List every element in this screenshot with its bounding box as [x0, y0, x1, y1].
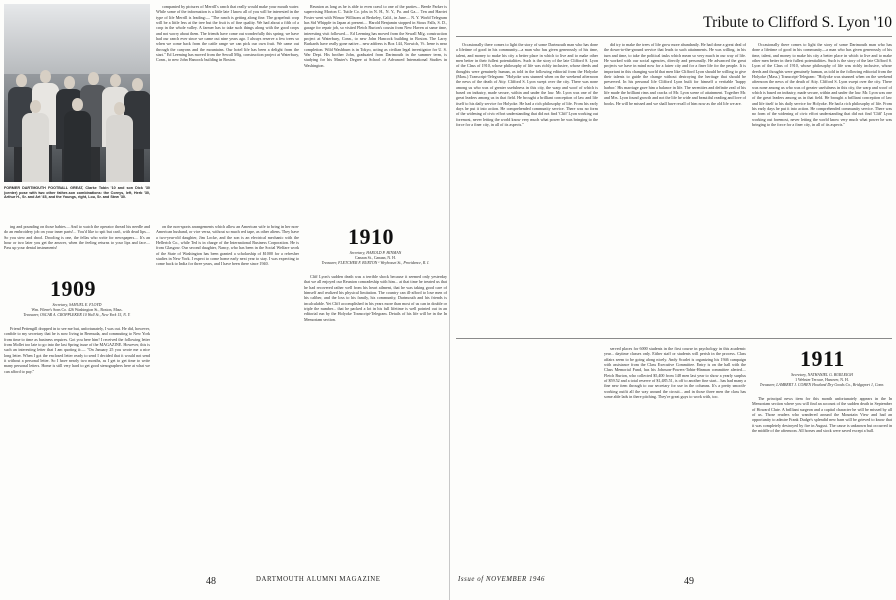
class-heading-1910: 1910 — [348, 224, 394, 249]
person-figure — [20, 4, 50, 182]
football-father-son-photo — [4, 4, 150, 182]
page-number-left: 48 — [206, 576, 216, 587]
person-figure — [62, 4, 92, 182]
photo-caption: FORMER DARTMOUTH FOOTBALL GREAT, Clarke Tobin '10 and son Dick '30 (center) pose with two other father-son combinations: the Coreys, left, Herb '30, Arthur H., Sr. and Art '45, and the Youngs, right, Lou, Sr. and Stew '30. — [4, 186, 150, 200]
class-officers-1910: Secretary, HAROLD P. HINMAN Canaan St., Canaan, N. H. Treasurer, FLETCHER F. BURTON ¹ Weybosset St., Providence, R. I. — [321, 251, 430, 265]
class-officers-1911: Secretary, NATHANIEL G. BURLEIGH 1 Webster Terrace, Hanover, N. H. Treasurer, LAMBERT J. COHEN Howland Dry Goods Co., Bridgeport 1, Conn. — [759, 373, 885, 387]
page-number-right: 49 — [684, 576, 694, 587]
column-text: ing and pounding on those babies.... And to watch the operator thread his needle and do an embroidery job on your inner parts!... You'd like to spit but can't, with dead lips.... So you stew and drool. Drooling is one, the fellas who write for newspapers.... It's an hour or two later you get the answer, when the feeling returns to your lips and face.... Pass up your dental instruments! — [4, 224, 150, 251]
column-text: The principal news item for this month unfortunately appears in the In Memoriam section where you will find an account of the sudden death in September of Howard Clute. A brilliant surgeon and a capital character he will be missed by all of us. Those readers who wandered around the Mountain View and had an opportunity to admire Frank Dudge's splendid new barn will be grieved to know that it was completely destroyed by fire in August. The cause is unknown but occurred in the middle of the afternoon. All horses and stock were saved except a bull. — [752, 396, 892, 434]
magazine-footer: DARTMOUTH ALUMNI MAGAZINE — [256, 576, 381, 583]
class-heading-1909: 1909 — [50, 276, 96, 301]
column-text: Occasionally there comes to light the story of some Dartmouth man who has done a lifetime of good in his community—a man who has given generously of his time, talent, and money to make his city a better place in which to live and to make other men better in their fullest potentialities. Such is the story of the late Clifford S. Lyon of the Class of 1910, whose philosophy of life was richly inclusive, whose deeds and thoughts were genuinely human, as told in the following editorial from the Holyoke (Mass.) Transcript-Telegram: "Holyoke was stunned when on the weekend afternoon the news of the death of Atty. Clifford S. Lyon swept over the city. There was none among us who was of greater usefulness in this city, the warp and woof of which is based on industry, made secure, within and under the law. Mr. Lyon was one of the great leaders among us in that field. He brought a brilliant conception of law and life itself to his daily service for Holyoke. He had a rich philosophy of life. From his early days he put it into action. He comprehended community service. There was no form of the widening of civic effort understanding that did not find 'Cliff' Lyon working out foremost, never letting the world know very much what power he was bringing to the force for a finer city, in all of its aspects." — [456, 42, 598, 128]
right-page — [452, 0, 896, 600]
title-rule — [456, 36, 892, 37]
class-heading-1911: 1911 — [800, 346, 845, 371]
column-text: Friend Pettengill dropped in to see me but, unfortunately, I was out. He did, however, confide to my secretary that he is now living in Bermuda, and commuting to New York from time to time as business requires. Got you here him! I received the following letter from Mollet too late to go into the last Spring issue of the MAGAZINE. However, this is such an interesting letter that I am quoting it:— "On January 25 you wrote me a nice long letter. When I got the enclosed letter ready to send I decided that it would not send it without a personal letter. So I have nearly two months, as I get to get time to write many personal letters. Home is still very hard to get good stenographers here at what we can afford to pay." — [4, 326, 150, 374]
column-text: did try to make the trees of life grow more abundantly. He had done a great deal of the down-to-the-ground service that leads to such attainments. He was willing, in his turn and time, to take the political tasks which mean so very much in our way of life. He worked with our social agencies, directly and personally. He advanced the great projects we have in mind now for a fairer city and for a finer life for the people. It is important in this changing world that men like Clifford Lyon should be willing to give their talents to guide the change without destroying the heritage that should be preserved. In his personal life Clifford Lyon built for himself a veritable 'happy harbor.' His marriage gave him a balance in life. The serenities and definite zeal of his life made the brilliant rims and cracks of Mr. Lyon scene of attainment. Together Mr. and Mrs. Lyon found growth and not the life he wide and beautiful reading and love of books. He will be missed and we shall have recall of him now as the old life we are. — [604, 42, 746, 106]
column-text: served places for 6000 students in the first course in psychology in this academic year... daytime classes only. Either staff or students will perish in the process. Class affairs seem to be going along nicely. Andy Scarlet is organizing his 1946 campaign with assistance from the Class Executive Committee. Entry is on the hall with the Class Memorial Fund, has his Johnson-Powers-Tobin-Hinman committee alerted.... Fletch Burton, who collected $5,400 from 148 men last year to show a yearly surplus of $59.52 and a total reserve of $1,485.51, is off to another fine start... has had many a fine new item through to our secretary for use in the columns. It's a pretty smooth-working outfit all the way around the circuit... and in those three men the class has some able lads in there pitching. They're great guys to work with, too. — [604, 346, 746, 400]
column-text: Occasionally there comes to light the story of some Dartmouth man who has done a lifetime of good in his community—a man who has given generously of his time, talent, and money to make his city a better place in which to live and to make other men better in their fullest potentialities. Such is the story of the late Clifford S. Lyon of the Class of 1910, whose philosophy of life was richly inclusive, whose deeds and thoughts were genuinely human, as told in the following editorial from the Holyoke (Mass.) Transcript-Telegram: "Holyoke was stunned when on the weekend afternoon the news of the death of Atty. Clifford S. Lyon swept over the city. There was none among us who was of greater usefulness in this city, the warp and woof of which is based on industry, made secure, within and under the law. Mr. Lyon was one of the great leaders among us in that field. He brought a brilliant conception of law and life itself to his daily service for Holyoke. He had a rich philosophy of life. From his early days he put it into action. He comprehended community service. There was no form of the widening of civic effort understanding that did not find 'Cliff' Lyon working out foremost, never letting the world know very much what power he was bringing to the force for a finer city, in all of its aspects." — [752, 42, 892, 128]
column-text: Cliff Lyon's sudden death was a terrible shock because it seemed only yesterday that we all enjoyed our Reunion comradeship with him... at that time he treated us that he had recovered rather well from his heart ailment, that he was taking good care of himself and realized his physical limitation. The country can ill-afford to lose men of his caliber, and the loss to his family, his community, Dartmouth and his friends is incalculable. Yet Cliff accomplished in his years more than most of us can in double or triple the number... that he packed a lot in his full lifetime is well pointed out in an editorial run by the Holyoke Transcript-Telegram. Details of his life will be in the In Memoriam section. — [304, 274, 447, 322]
issue-footer: Issue of NOVEMBER 1946 — [458, 576, 546, 583]
column-text: Reunion as long as he is able to even crawl to one of the parties... Beede Parker is supervising Morton C. Tuttle Co. jobs in N. H., N. Y., Pa. and Ga.... Ten and Harriet Foster went with Winsor Willisons at Berkeley, Calif., in June.... N. Y. World Telegram has Sid Whipple in Japan at present.... Harold Benjamin stopped in Sioux Falls, S. D., garage for repair job, so visited Fletch Burton's cousin from New Haven at same time, interesting visit followed.... Ed Leeming has moved from the Sewall Mfg. construction project at Waterbury, Conn., to new John Hancock building in Boston. The Larry Burkards have really gone native... new address is Box 144, Norwich, Vt. Irene is near completion. Wild Washburn is in Tokyo, acting as civilian legal investigator for U. S. War Dept. His brother John, graduated from Dartmouth in the summer term, is studying for his Master's Degree at School of Advanced International Studies in Washington. — [304, 4, 447, 68]
column-text: on the non-sports arrangements which allow an American wife to bring in her non-American husband, or vice versa, without so much red tape, as other aliens. They have a two-year-old daughter, Jim Locke, and the son is an electrical mechanic with the Hellerich Co., while Ted is in charge of the International Business Corporation. He is from Glasgow. Our second daughter, Nancy, who has been in the Social Welfare work of the State of Washington has been granted a scholarship of $1000 for a refresher studies in New York. I expect to come home early next year to stay. I was expecting to come back to India for three years, and I have been there since 1940. — [156, 224, 299, 267]
class-officers-1909: Secretary, SAMUEL E. FLOYD Wm. Filene's Sons Co. 426 Washington St., Boston, Mass. Treasurer, OSCAR A. CROPPLEKER 10 Wall St., New York 15, N. Y. — [23, 303, 131, 317]
column-text: companied by pictures of Merrill's ranch that really would make your mouth water. While some of the information is a little late I know all of you will be interested in the type of life Merrill is leading:— "The ranch is getting along fine. The grapefruit crop will be a little less at the tree but the fruit is of fine quality. We had about a fifth of a crop in the whole valley. A farmer has to take such things along with the good crops and not worry about them. The friends have come out wonderfully this spring; we have had our ranch ever since we came out nine years ago. I always reserve a few trees so when we come back from the cattle range we can pick our own fruit. We came out through the canyons and the mountains. Our hotel life has been a delight from the start." Ed Leeming has moved from the Sewall Mfg. construction project at Waterbury, Conn., to new John Hancock building in Boston. — [156, 4, 299, 63]
section-rule — [456, 338, 892, 339]
person-figure — [104, 4, 134, 182]
tribute-title: Tribute to Clifford S. Lyon '10 — [703, 14, 892, 31]
